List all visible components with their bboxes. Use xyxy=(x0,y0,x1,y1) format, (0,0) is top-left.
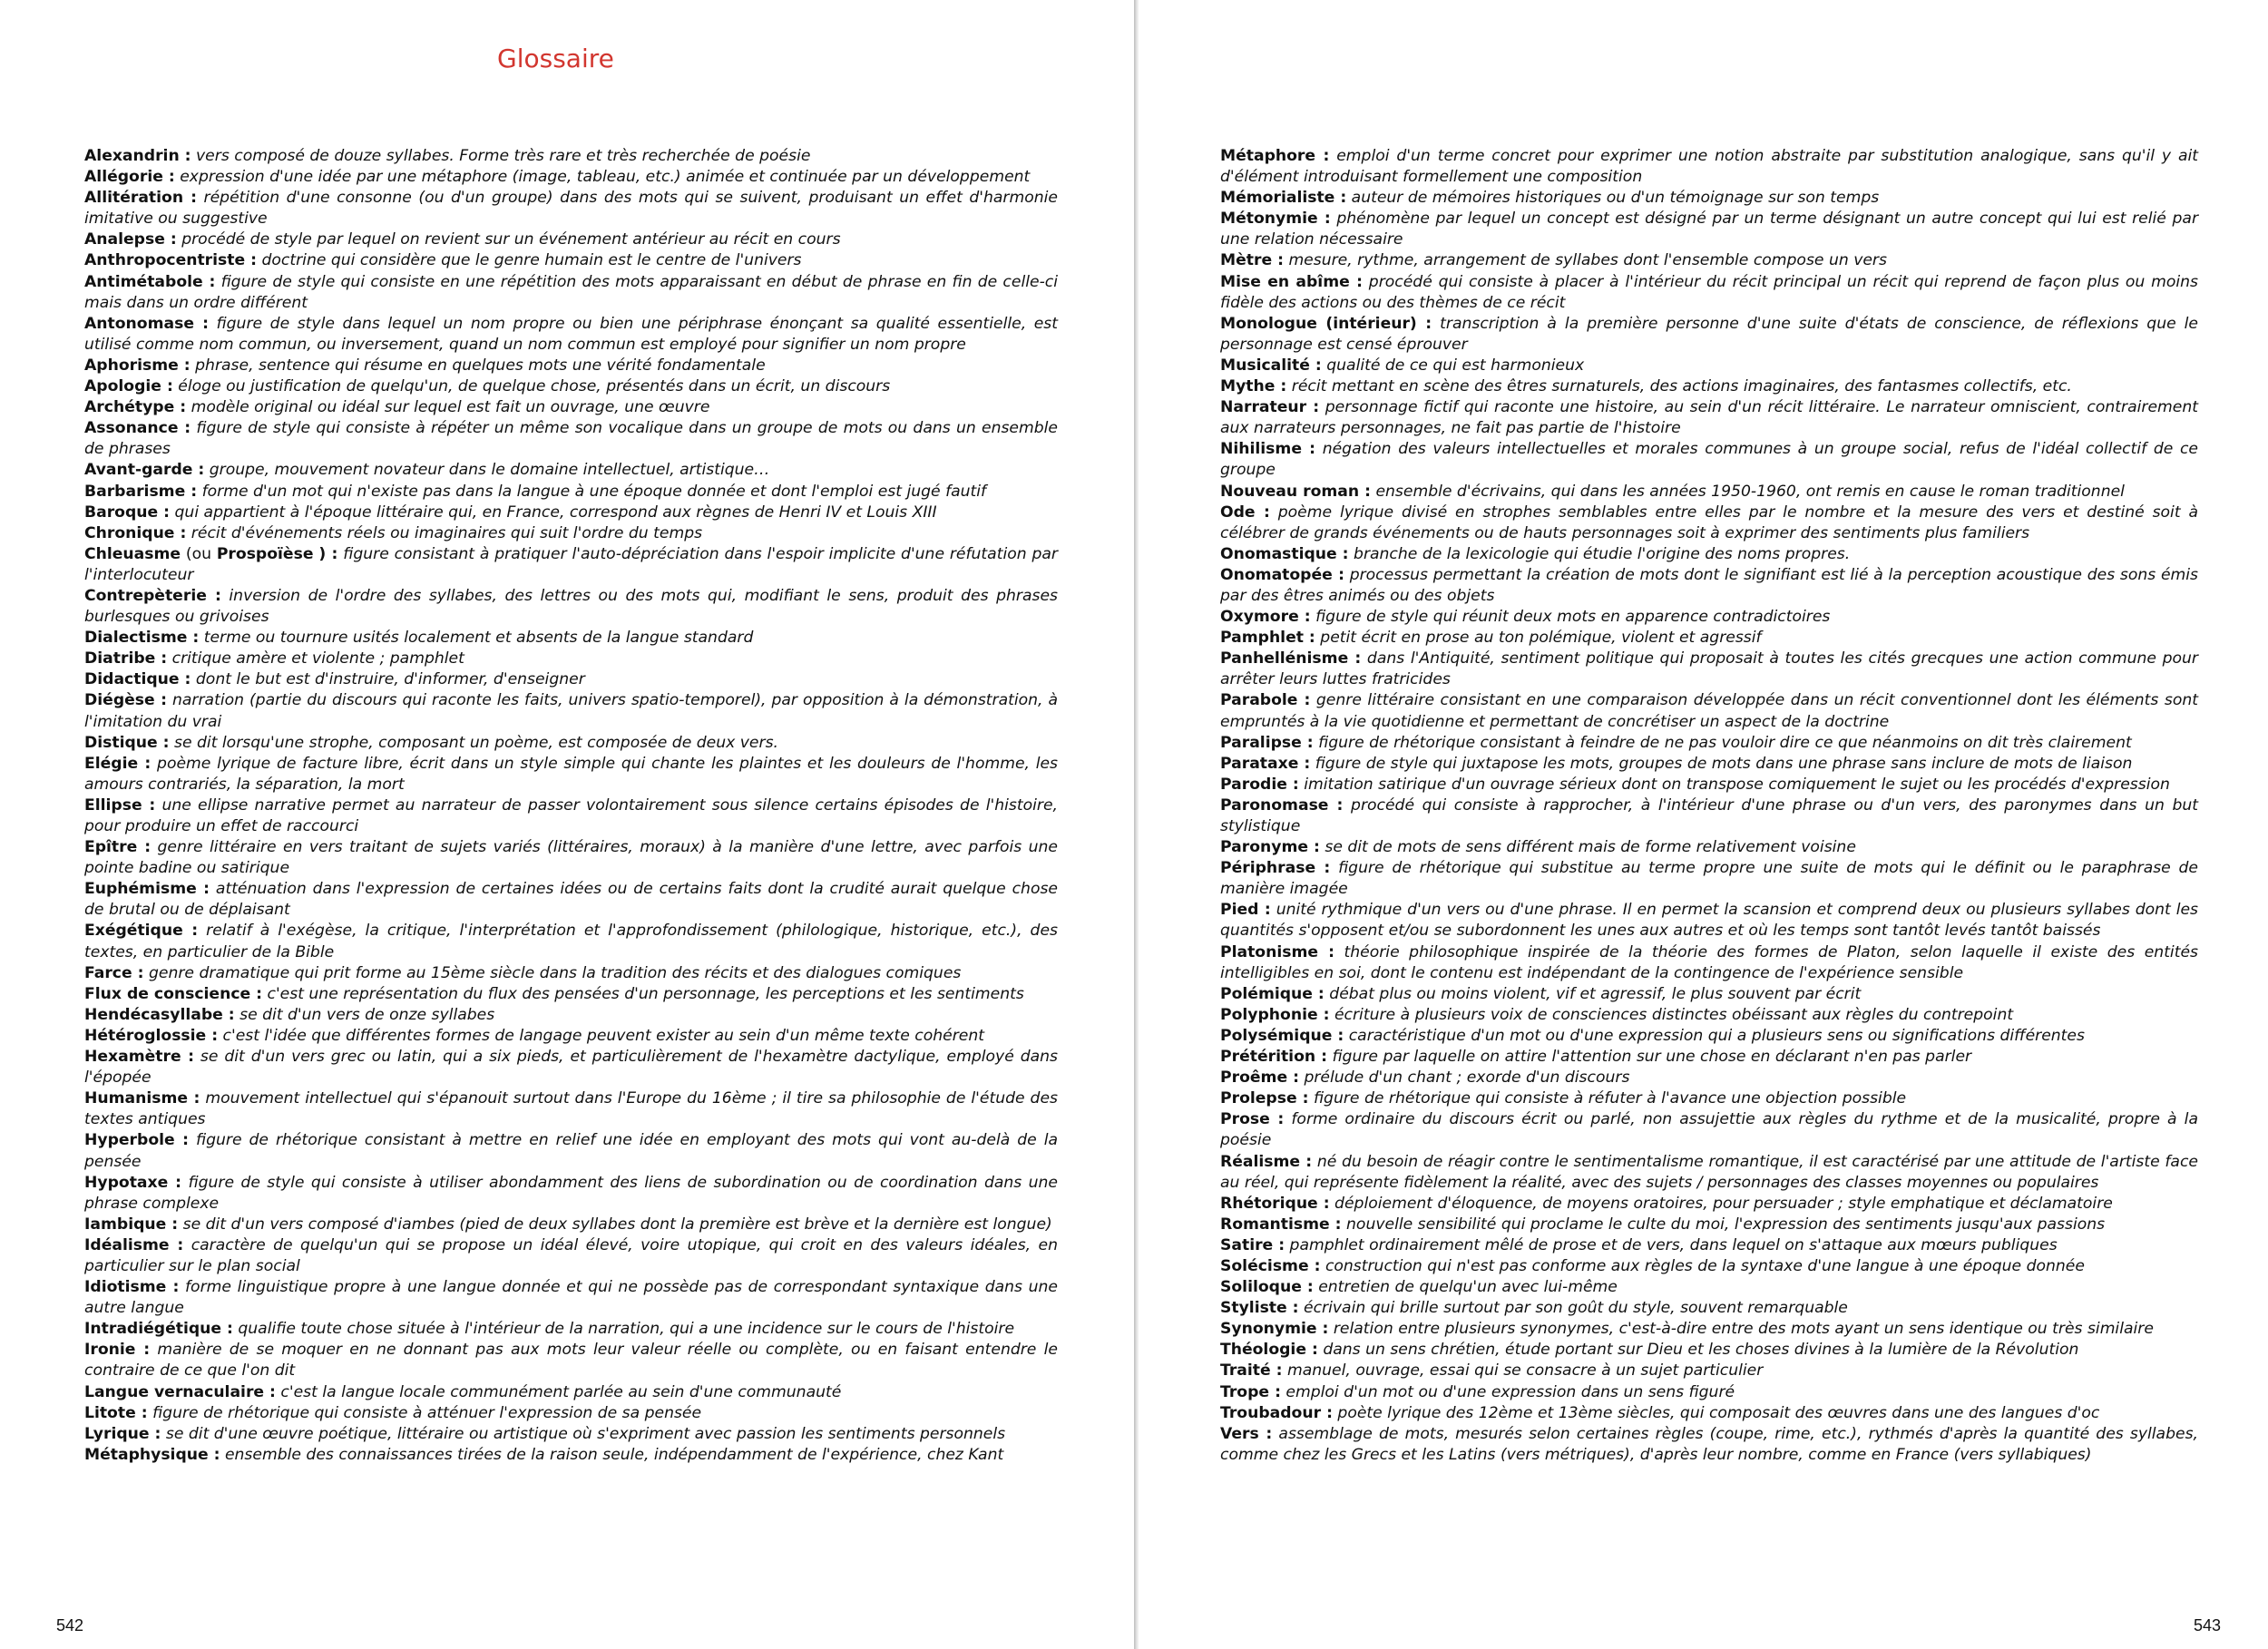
entry-term: Panhellénisme : xyxy=(1220,649,1362,668)
glossary-entry xyxy=(84,376,1058,397)
entry-definition: construction qui n'est pas conforme aux règles de la syntaxe d'une langue à une époque donnée xyxy=(1325,1256,2085,1275)
entry-term: Onomastique : xyxy=(1220,544,1349,563)
glossary-entry xyxy=(84,1424,1058,1445)
glossary-entry xyxy=(84,669,1058,690)
entry-definition: éloge ou justification de quelqu'un, de quelque chose, présentés dans un écrit, un discours xyxy=(178,377,891,396)
entry-term: Hyperbole : xyxy=(84,1131,190,1150)
entry-definition: caractéristique d'un mot ou d'une expression qui a plusieurs sens ou significations différentes xyxy=(1348,1026,2085,1045)
entry-definition: manuel, ouvrage, essai qui se consacre à un sujet particulier xyxy=(1287,1361,1764,1381)
entry-definition: groupe, mouvement novateur dans le domaine intellectuel, artistique… xyxy=(209,461,770,480)
entry-term: Solécisme : xyxy=(1220,1256,1321,1275)
page-number-right: 543 xyxy=(2193,1616,2221,1634)
entry-term: Ironie : xyxy=(84,1341,151,1360)
right-page xyxy=(1139,0,2268,1649)
entry-definition: déploiement d'éloquence, de moyens oratoires, pour persuader ; style emphatique et déclamatoire xyxy=(1334,1194,2113,1213)
entry-term: Analepse : xyxy=(84,230,177,249)
entry-term: Platonisme : xyxy=(1220,942,1334,961)
glossary-entry xyxy=(84,733,1058,754)
entry-definition: genre littéraire en vers traitant de sujets variés (littéraires, moraux) à la manière d'une lettre, avec parfois une pointe badine ou satirique xyxy=(84,838,1058,878)
entry-term: Avant-garde : xyxy=(84,461,205,480)
glossary-entry xyxy=(84,272,1058,314)
glossary-entry xyxy=(84,1319,1058,1340)
glossary-entry xyxy=(84,1026,1058,1047)
glossary-entry xyxy=(1220,1005,2198,1026)
entry-definition: poète lyrique des 12ème et 13ème siècles, qui composait des œuvres dans une des langues d'oc xyxy=(1337,1403,2100,1422)
entry-term: Allégorie : xyxy=(84,168,175,187)
entry-term: Mythe : xyxy=(1220,377,1287,396)
entry-term: Styliste : xyxy=(1220,1299,1299,1318)
glossary-entry xyxy=(1220,1403,2198,1424)
entry-term: Hypotaxe : xyxy=(84,1173,182,1192)
entry-definition: écriture à plusieurs voix de consciences distinctes obéissant aux règles du contrepoint xyxy=(1334,1005,2014,1024)
entry-term: Narrateur : xyxy=(1220,398,1320,417)
glossary-entry xyxy=(1220,146,2198,188)
glossary-entry xyxy=(1220,900,2198,942)
entry-term: Nihilisme : xyxy=(1220,440,1316,459)
glossary-entry xyxy=(1220,984,2198,1005)
glossary-entry xyxy=(84,503,1058,523)
entry-term: Antimétabole : xyxy=(84,272,216,291)
entry-term: Polémique : xyxy=(1220,984,1325,1003)
entry-term: Troubadour : xyxy=(1220,1403,1333,1422)
glossary-entry xyxy=(84,1130,1058,1172)
glossary-entry xyxy=(84,460,1058,481)
entry-definition: qui appartient à l'époque littéraire qui, en France, correspond aux règnes de Henri IV et Louis XIII xyxy=(174,503,937,522)
entry-term: Oxymore : xyxy=(1220,608,1311,627)
entry-definition: ensemble d'écrivains, qui dans les années 1950-1960, ont remis en cause le roman traditionnel xyxy=(1375,482,2125,501)
glossary-entry xyxy=(1220,1215,2198,1235)
glossary-entry xyxy=(84,356,1058,376)
entry-definition: ensemble des connaissances tirées de la raison seule, indépendamment de l'expérience, chez Kant xyxy=(224,1445,1004,1464)
entry-definition: prélude d'un chant ; exorde d'un discours xyxy=(1304,1068,1630,1088)
entry-term: Dialectisme : xyxy=(84,629,200,648)
glossary-entry xyxy=(1220,250,2198,271)
glossary-entry xyxy=(84,1005,1058,1026)
entry-term-alt: Prospoïèse xyxy=(216,544,314,563)
entry-definition: terme ou tournure usités localement et absents de la langue standard xyxy=(203,629,754,648)
entry-term: Litote : xyxy=(84,1403,148,1422)
glossary-entry xyxy=(84,1088,1058,1130)
entry-definition: dans l'Antiquité, sentiment politique qui proposait à toutes les cités grecques une action commune pour arrêter leurs luttes fratricides xyxy=(1220,649,2199,689)
glossary-entry xyxy=(1220,1319,2198,1340)
glossary-entry xyxy=(84,1403,1058,1424)
entry-definition: relation entre plusieurs synonymes, c'est-à-dire entre des mots ayant un sens identique ou très similaire xyxy=(1333,1320,2154,1339)
entry-definition: nouvelle sensibilité qui proclame le culte du moi, l'expression des sentiments jusqu'aux passions xyxy=(1346,1215,2106,1234)
entry-definition: débat plus ou moins violent, vif et agressif, le plus souvent par écrit xyxy=(1329,984,1862,1003)
glossary-entry xyxy=(84,879,1058,921)
glossary-entry xyxy=(84,628,1058,649)
entry-definition: négation des valeurs intellectuelles et morales communes à un groupe social, refus de l'idéal collectif de ce groupe xyxy=(1220,440,2198,480)
entry-term: Métaphore : xyxy=(1220,147,1330,165)
entry-term: Humanisme : xyxy=(84,1089,200,1108)
entry-term: Anthropocentriste : xyxy=(84,251,258,270)
entry-term: Hétéroglossie : xyxy=(84,1026,219,1045)
glossary-entry xyxy=(84,314,1058,356)
entry-term: Archétype : xyxy=(84,398,187,417)
entry-definition: unité rythmique d'un vers ou d'une phrase. Il en permet la scansion et comprend deux ou plusieurs syllabes dont les quantités s'opposent et/ou se subordonnent les unes aux autres et où les temps sont tantôt levés tantôt baissés xyxy=(1220,901,2198,941)
entry-definition: écrivain qui brille surtout par son goût du style, souvent remarquable xyxy=(1304,1299,1848,1318)
entry-term: Soliloque : xyxy=(1220,1278,1314,1297)
entry-definition: processus permettant la création de mots dont le signifiant est lié à la perception acoustique des sons émis par des êtres animés ou des objets xyxy=(1220,565,2198,605)
glossary-entry xyxy=(1220,733,2198,754)
page-number-left: 542 xyxy=(56,1616,84,1634)
entry-term: Lyrique : xyxy=(84,1424,161,1443)
entry-term: Intradiégétique : xyxy=(84,1320,233,1339)
entry-definition: né du besoin de réagir contre le sentimentalisme romantique, il est caractérisé par une attitude de l'artiste face au réel, qui représente fidèlement la réalité, avec des sujets / personnages des classes moyennes ou populaires xyxy=(1220,1152,2198,1192)
entry-term: Métaphysique : xyxy=(84,1445,220,1464)
entry-term: Elégie : xyxy=(84,754,152,773)
entry-definition: figure de style qui consiste à répéter un même son vocalique dans un groupe de mots ou dans un ensemble de phrases xyxy=(84,419,1058,459)
entry-term: Distique : xyxy=(84,733,170,752)
entry-definition: c'est une représentation du flux des pensées d'un personnage, les perceptions et les sentiments xyxy=(267,984,1024,1003)
glossary-column-right xyxy=(1220,146,2198,1466)
entry-definition: se dit d'un vers grec ou latin, qui a six pieds, et particulièrement de l'hexamètre dactylique, employé dans l'épopée xyxy=(84,1048,1059,1088)
entry-term: Prose : xyxy=(1220,1110,1285,1129)
entry-term: Idéalisme : xyxy=(84,1235,184,1254)
entry-term: Hendécasyllabe : xyxy=(84,1005,235,1024)
glossary-entry xyxy=(1220,565,2198,607)
entry-term: Pamphlet : xyxy=(1220,629,1315,648)
entry-definition: c'est la langue locale communément parlée au sein d'une communauté xyxy=(280,1382,842,1401)
entry-definition: expression d'une idée par une métaphore (image, tableau, etc.) animée et continuée par un développement xyxy=(180,168,1031,187)
entry-term: Mise en abîme : xyxy=(1220,272,1363,291)
entry-definition: se dit d'un vers composé d'iambes (pied de deux syllabes dont la première est brève et la dernière est longue) xyxy=(182,1215,1052,1234)
entry-definition: se dit d'une œuvre poétique, littéraire ou artistique où s'expriment avec passion les sentiments personnels xyxy=(165,1424,1006,1443)
glossary-entry xyxy=(1220,795,2198,837)
glossary-entry xyxy=(84,544,1058,586)
entry-term: Parodie : xyxy=(1220,775,1299,794)
entry-definition: petit écrit en prose au ton polémique, violent et agressif xyxy=(1320,629,1762,648)
glossary-entry xyxy=(84,418,1058,460)
glossary-entry xyxy=(1220,356,2198,376)
entry-term: Baroque : xyxy=(84,503,171,522)
entry-term: Farce : xyxy=(84,963,144,982)
glossary-column-left xyxy=(84,146,1058,1466)
entry-definition: répétition d'une consonne (ou d'un groupe) dans des mots qui se suivent, produisant un effet d'harmonie imitative ou suggestive xyxy=(84,189,1058,229)
entry-definition: c'est l'idée que différentes formes de langage peuvent exister au sein d'un même texte cohérent xyxy=(222,1026,984,1045)
entry-term: Langue vernaculaire : xyxy=(84,1382,276,1401)
glossary-entry xyxy=(1220,1026,2198,1047)
glossary-entry xyxy=(1220,1235,2198,1256)
glossary-entry xyxy=(84,1047,1058,1088)
entry-definition: emploi d'un terme concret pour exprimer une notion abstraite par substitution analogique, sans qu'il y ait d'élément introduisant formellement une composition xyxy=(1220,147,2199,187)
entry-term: Barbarisme : xyxy=(84,482,198,501)
glossary-entry xyxy=(84,1340,1058,1381)
entry-term: Musicalité : xyxy=(1220,356,1322,375)
entry-term: Flux de conscience : xyxy=(84,984,263,1003)
entry-definition: phénomène par lequel un concept est désigné par un terme désignant un autre concept qui lui est relié par une relation nécessaire xyxy=(1220,210,2199,249)
entry-term: Pied : xyxy=(1220,901,1271,920)
entry-definition: figure de rhétorique consistant à mettre en relief une idée en employant des mots qui vont au-delà de la pensée xyxy=(84,1131,1058,1171)
entry-term: Traité : xyxy=(1220,1361,1283,1381)
entry-definition: critique amère et violente ; pamphlet xyxy=(171,649,464,668)
entry-term: Paronomase : xyxy=(1220,795,1344,815)
entry-definition: figure de style dans lequel un nom propre ou bien une périphrase énonçant sa qualité essentielle, est utilisé comme nom commun, ou inversement, quand un nom commun est employé pour signifier un nom propre xyxy=(84,314,1058,354)
entry-definition: caractère de quelqu'un qui se propose un idéal élevé, voire utopique, qui croit en des valeurs idéales, en particulier sur le plan social xyxy=(84,1235,1058,1275)
glossary-entry xyxy=(1220,775,2198,795)
entry-definition: procédé qui consiste à placer à l'intérieur du récit principal un récit qui reprend de façon plus ou moins fidèle des actions ou des thèmes de ce récit xyxy=(1220,272,2199,312)
entry-definition: se dit lorsqu'une strophe, composant un poème, est composée de deux vers. xyxy=(174,733,778,752)
entry-definition: forme linguistique propre à une langue donnée et qui ne possède pas de correspondant syntaxique dans une autre langue xyxy=(84,1278,1058,1318)
entry-term: Ode : xyxy=(1220,503,1270,522)
entry-definition: assemblage de mots, mesurés selon certaines règles (coupe, rime, etc.), rythmés d'après la quantité des syllabes, comme chez les Grecs et les Latins (vers métriques), d'après leur nombre, comme en France (vers syllabiques) xyxy=(1220,1424,2198,1464)
entry-term: Didactique : xyxy=(84,670,191,689)
glossary-entry xyxy=(1220,439,2198,481)
entry-definition: figure de style qui consiste à utiliser abondamment des liens de subordination ou de coordination dans une phrase complexe xyxy=(84,1173,1058,1213)
entry-definition: dans un sens chrétien, étude portant sur Dieu et les choses divines à la lumière de la Révolution xyxy=(1323,1341,2079,1360)
glossary-entry xyxy=(84,837,1058,879)
glossary-entry xyxy=(84,921,1058,962)
glossary-entry xyxy=(1220,942,2198,984)
glossary-entry xyxy=(1220,1047,2198,1068)
glossary-entry xyxy=(1220,1152,2198,1194)
entry-definition: mesure, rythme, arrangement de syllabes dont l'ensemble compose un vers xyxy=(1288,251,1887,270)
entry-term: Allitération : xyxy=(84,189,197,208)
entry-definition: forme ordinaire du discours écrit ou parlé, non assujettie aux règles du rythme et de la musicalité, propre à la poésie xyxy=(1220,1110,2198,1150)
entry-definition: récit mettant en scène des êtres surnaturels, des actions imaginaires, des fantasmes collectifs, etc. xyxy=(1291,377,2072,396)
entry-definition: mouvement intellectuel qui s'épanouit surtout dans l'Europe du 16ème ; il tire sa philosophie de l'étude des textes antiques xyxy=(84,1089,1058,1129)
entry-definition: forme d'un mot qui n'existe pas dans la langue à une époque donnée et dont l'emploi est jugé fautif xyxy=(201,482,987,501)
entry-definition: se dit d'un vers de onze syllabes xyxy=(240,1005,495,1024)
entry-definition: procédé qui consiste à rapprocher, à l'intérieur d'une phrase ou d'un vers, des paronymes dans un but stylistique xyxy=(1220,795,2198,835)
entry-term: Epître : xyxy=(84,838,152,857)
entry-term: Iambique : xyxy=(84,1215,179,1234)
entry-definition: figure de style qui réunit deux mots en apparence contradictoires xyxy=(1315,608,1831,627)
glossary-entry xyxy=(84,690,1058,732)
glossary-entry xyxy=(1220,1298,2198,1319)
glossary-entry xyxy=(84,1277,1058,1319)
entry-term: Réalisme : xyxy=(1220,1152,1313,1171)
glossary-entry xyxy=(1220,397,2198,439)
entry-definition: personnage fictif qui raconte une histoire, au sein d'un récit littéraire. Le narrateur omniscient, contrairement aux narrateurs personnages, ne fait pas partie de l'histoire xyxy=(1220,398,2198,438)
entry-term: Synonymie : xyxy=(1220,1320,1329,1339)
entry-term: Chleuasme xyxy=(84,544,181,563)
entry-term: Rhétorique : xyxy=(1220,1194,1330,1213)
entry-term: Idiotisme : xyxy=(84,1278,180,1297)
entry-term: Diatribe : xyxy=(84,649,168,668)
entry-definition: auteur de mémoires historiques ou d'un témoignage sur son temps xyxy=(1351,189,1880,208)
entry-term: Apologie : xyxy=(84,377,173,396)
entry-term: Romantisme : xyxy=(1220,1215,1342,1234)
glossary-entry xyxy=(1220,482,2198,503)
entry-term: Antonomase : xyxy=(84,314,209,333)
glossary-entry xyxy=(1220,837,2198,858)
entry-definition: figure de style qui consiste en une répétition des mots apparaissant en début de phrase en fin de celle-ci mais dans un ordre différent xyxy=(84,272,1058,312)
glossary-entry xyxy=(1220,1068,2198,1088)
entry-term: Prétérition : xyxy=(1220,1048,1327,1067)
entry-definition: relatif à l'exégèse, la critique, l'interprétation et l'approfondissement (philologique, historique, etc.), des textes, en particulier de la Bible xyxy=(84,922,1058,961)
entry-definition: figure de rhétorique qui consiste à atténuer l'expression de sa pensée xyxy=(152,1403,702,1422)
entry-definition: vers composé de douze syllabes. Forme très rare et très recherchée de poésie xyxy=(196,147,811,165)
glossary-entry xyxy=(84,586,1058,628)
entry-term: Satire : xyxy=(1220,1235,1286,1254)
glossary-entry xyxy=(1220,1109,2198,1151)
glossary-entry xyxy=(84,795,1058,837)
page-title: Glossaire xyxy=(497,44,614,73)
entry-definition: procédé de style par lequel on revient sur un événement antérieur au récit en cours xyxy=(181,230,841,249)
entry-definition: branche de la lexicologie qui étudie l'origine des noms propres. xyxy=(1354,544,1851,563)
glossary-entry xyxy=(1220,1361,2198,1381)
glossary-entry xyxy=(1220,1194,2198,1215)
glossary-entry xyxy=(1220,690,2198,732)
entry-term-paren-close: ) : xyxy=(318,544,338,563)
entry-definition: figure de rhétorique qui substitue au terme propre une suite de mots qui le définit ou le paraphrase de manière imagée xyxy=(1220,859,2199,899)
glossary-entry xyxy=(84,397,1058,418)
entry-term: Prolepse : xyxy=(1220,1089,1309,1108)
entry-term: Métonymie : xyxy=(1220,210,1331,229)
entry-term: Polysémique : xyxy=(1220,1026,1344,1045)
entry-term: Mémorialiste : xyxy=(1220,189,1347,208)
entry-term-paren: (ou xyxy=(185,544,211,563)
glossary-entry xyxy=(84,250,1058,271)
entry-term: Euphémisme : xyxy=(84,880,210,899)
entry-definition: manière de se moquer en ne donnant pas aux mots leur valeur réelle ou complète, ou en faisant entendre le contraire de ce que l'on dit xyxy=(84,1341,1058,1381)
glossary-entry xyxy=(1220,1424,2198,1466)
entry-definition: théorie philosophique inspirée de la théorie des formes de Platon, selon laquelle il existe des entités intelligibles en soi, dont le contenu est indépendant de la contingence de l'expérience sensible xyxy=(1220,942,2198,982)
entry-definition: dont le but est d'instruire, d'informer, d'enseigner xyxy=(195,670,585,689)
entry-term: Onomatopée : xyxy=(1220,565,1344,584)
glossary-entry xyxy=(84,1235,1058,1277)
glossary-entry xyxy=(84,146,1058,167)
glossary-entry xyxy=(1220,272,2198,314)
glossary-entry xyxy=(84,754,1058,795)
entry-term: Mètre : xyxy=(1220,251,1284,270)
glossary-entry xyxy=(1220,503,2198,544)
entry-definition: une ellipse narrative permet au narrateur de passer volontairement sous silence certains épisodes de l'histoire, pour produire un effet de raccourci xyxy=(84,795,1058,835)
entry-term: Contrepèterie : xyxy=(84,586,221,605)
glossary-entry xyxy=(84,1215,1058,1235)
entry-definition: figure de rhétorique consistant à feindre de ne pas vouloir dire ce que néanmoins on dit très clairement xyxy=(1318,733,2132,752)
glossary-entry xyxy=(1220,1256,2198,1277)
entry-definition: figure consistant à pratiquer l'auto-dépréciation dans l'espoir implicite d'une réfutation par l'interlocuteur xyxy=(84,544,1058,584)
glossary-entry xyxy=(1220,544,2198,565)
entry-definition: se dit de mots de sens différent mais de forme relativement voisine xyxy=(1325,838,1856,857)
glossary-entry xyxy=(84,188,1058,229)
entry-term: Paronyme : xyxy=(1220,838,1320,857)
glossary-entry xyxy=(84,1173,1058,1215)
entry-term: Paralipse : xyxy=(1220,733,1314,752)
entry-definition: imitation satirique d'un ouvrage sérieux dont on transpose comiquement le sujet ou les procédés d'expression xyxy=(1304,775,2170,794)
glossary-entry xyxy=(1220,1382,2198,1403)
entry-term: Hexamètre : xyxy=(84,1048,194,1067)
glossary-entry xyxy=(1220,1277,2198,1298)
glossary-entry xyxy=(1220,858,2198,900)
entry-term: Vers : xyxy=(1220,1424,1273,1443)
glossary-entry xyxy=(1220,628,2198,649)
glossary-entry xyxy=(1220,649,2198,690)
entry-term: Monologue (intérieur) : xyxy=(1220,314,1432,333)
glossary-entry xyxy=(84,649,1058,669)
entry-term: Exégétique : xyxy=(84,922,199,941)
entry-term: Proême : xyxy=(1220,1068,1299,1088)
entry-term: Trope : xyxy=(1220,1382,1281,1401)
glossary-entry xyxy=(84,984,1058,1005)
entry-definition: figure par laquelle on attire l'attention sur une chose en déclarant n'en pas parler xyxy=(1332,1048,1972,1067)
glossary-entry xyxy=(1220,1340,2198,1361)
glossary-entry xyxy=(84,523,1058,544)
entry-definition: doctrine qui considère que le genre humain est le centre de l'univers xyxy=(261,251,802,270)
entry-definition: poème lyrique divisé en strophes semblables entre elles par le nombre et la mesure des vers et destiné soit à célébrer de grands événements ou de hauts personnages soit à exprimer des sentiments plus familiers xyxy=(1220,503,2198,542)
entry-definition: genre littéraire consistant en une comparaison développée dans un récit conventionnel dont les éléments sont empruntés à la vie quotidienne et permettant de concrétiser un aspect de la doctrine xyxy=(1220,691,2198,731)
glossary-entry xyxy=(1220,314,2198,356)
entry-term: Polyphonie : xyxy=(1220,1005,1330,1024)
glossary-entry xyxy=(1220,607,2198,628)
entry-term: Nouveau roman : xyxy=(1220,482,1371,501)
entry-definition: atténuation dans l'expression de certaines idées ou de certains faits dont la crudité aurait quelque chose de brutal ou de déplaisant xyxy=(84,880,1058,920)
glossary-entry xyxy=(84,1445,1058,1466)
glossary-entry xyxy=(84,963,1058,984)
entry-definition: qualité de ce qui est harmonieux xyxy=(1326,356,1585,375)
entry-definition: inversion de l'ordre des syllabes, des lettres ou des mots qui, modifiant le sens, produit des phrases burlesques ou grivoises xyxy=(84,586,1058,627)
glossary-entry xyxy=(1220,754,2198,775)
glossary-entry xyxy=(84,229,1058,250)
entry-term: Chronique : xyxy=(84,523,187,542)
entry-term: Aphorisme : xyxy=(84,356,191,375)
entry-term: Parabole : xyxy=(1220,691,1311,710)
entry-definition: figure de rhétorique qui consiste à réfuter à l'avance une objection possible xyxy=(1313,1089,1907,1108)
entry-definition: entretien de quelqu'un avec lui-même xyxy=(1318,1278,1618,1297)
entry-definition: figure de style qui juxtapose les mots, groupes de mots dans une phrase sans inclure de mots de liaison xyxy=(1315,754,2133,773)
glossary-entry xyxy=(1220,1088,2198,1109)
entry-definition: phrase, sentence qui résume en quelques mots une vérité fondamentale xyxy=(195,356,766,375)
entry-term: Ellipse : xyxy=(84,795,156,815)
glossary-entry xyxy=(1220,209,2198,250)
glossary-entry xyxy=(84,1382,1058,1403)
entry-definition: pamphlet ordinairement mêlé de prose et de vers, dans lequel on s'attaque aux mœurs publiques xyxy=(1289,1235,2058,1254)
glossary-entry xyxy=(84,482,1058,503)
glossary-entry xyxy=(84,167,1058,188)
entry-term: Parataxe : xyxy=(1220,754,1311,773)
entry-definition: qualifie toute chose située à l'intérieur de la narration, qui a une incidence sur le cours de l'histoire xyxy=(238,1320,1015,1339)
entry-definition: genre dramatique qui prit forme au 15ème siècle dans la tradition des récits et des dialogues comiques xyxy=(148,963,962,982)
glossary-entry xyxy=(1220,376,2198,397)
glossary-entry xyxy=(1220,188,2198,209)
entry-definition: emploi d'un mot ou d'une expression dans un sens figuré xyxy=(1286,1382,1735,1401)
entry-term: Diégèse : xyxy=(84,691,168,710)
entry-definition: récit d'événements réels ou imaginaires qui suit l'ordre du temps xyxy=(191,523,703,542)
entry-term: Alexandrin : xyxy=(84,147,191,165)
entry-definition: modèle original ou idéal sur lequel est fait un ouvrage, une œuvre xyxy=(191,398,710,417)
entry-term: Périphrase : xyxy=(1220,859,1331,878)
entry-definition: transcription à la première personne d'une suite d'états de conscience, de réflexions que le personnage est censé éprouver xyxy=(1220,314,2199,354)
entry-definition: poème lyrique de facture libre, écrit dans un style simple qui chante les plaintes et les douleurs de l'homme, les amours contrariés, la séparation, la mort xyxy=(84,754,1059,794)
entry-term: Assonance : xyxy=(84,419,191,438)
entry-definition: narration (partie du discours qui raconte les faits, univers spatio-temporel), par opposition à la démonstration, à l'imitation du vrai xyxy=(84,691,1058,731)
entry-term: Théologie : xyxy=(1220,1341,1318,1360)
